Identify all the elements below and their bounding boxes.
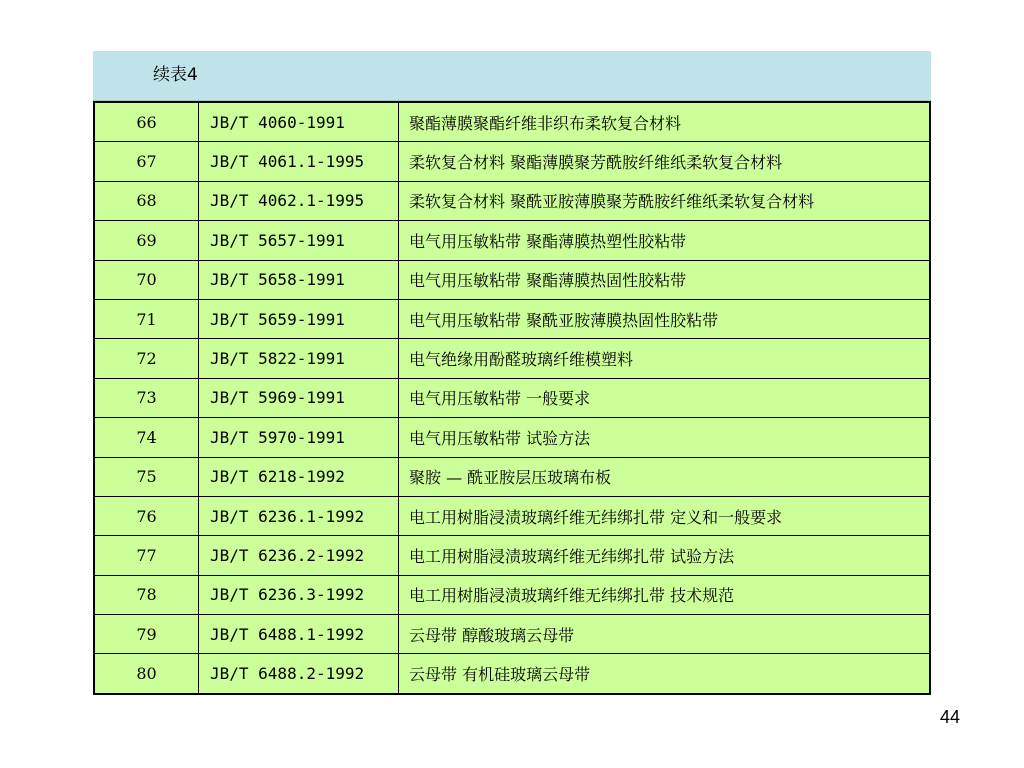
table-row xyxy=(94,378,930,417)
table-row xyxy=(94,299,930,338)
table-row xyxy=(94,457,930,496)
row-number: 69 xyxy=(94,221,199,260)
row-number: 77 xyxy=(94,536,199,575)
row-number: 70 xyxy=(94,260,199,299)
row-number: 67 xyxy=(94,142,199,181)
row-number: 72 xyxy=(94,339,199,378)
standard-title: 电气用压敏粘带 一般要求 xyxy=(399,378,931,417)
row-number: 66 xyxy=(94,102,199,142)
table-row xyxy=(94,142,930,181)
row-number: 79 xyxy=(94,615,199,654)
standard-title: 电工用树脂浸渍玻璃纤维无纬绑扎带 技术规范 xyxy=(399,575,931,614)
standard-code: JB/T 4062.1-1995 xyxy=(199,181,399,220)
standard-code: JB/T 6236.1-1992 xyxy=(199,496,399,535)
standard-code: JB/T 6236.3-1992 xyxy=(199,575,399,614)
standard-title: 电气用压敏粘带 聚酯薄膜热塑性胶粘带 xyxy=(399,221,931,260)
standard-code: JB/T 5658-1991 xyxy=(199,260,399,299)
standard-code: JB/T 4061.1-1995 xyxy=(199,142,399,181)
standard-code: JB/T 6218-1992 xyxy=(199,457,399,496)
standard-title: 电工用树脂浸渍玻璃纤维无纬绑扎带 定义和一般要求 xyxy=(399,496,931,535)
standard-title: 云母带 有机硅玻璃云母带 xyxy=(399,654,931,694)
row-number: 71 xyxy=(94,299,199,338)
row-number: 75 xyxy=(94,457,199,496)
table-row xyxy=(94,260,930,299)
standard-title: 电气绝缘用酚醛玻璃纤维模塑料 xyxy=(399,339,931,378)
row-number: 68 xyxy=(94,181,199,220)
table-caption-band xyxy=(93,51,931,102)
standard-title: 柔软复合材料 聚酯薄膜聚芳酰胺纤维纸柔软复合材料 xyxy=(399,142,931,181)
standard-title: 柔软复合材料 聚酰亚胺薄膜聚芳酰胺纤维纸柔软复合材料 xyxy=(399,181,931,220)
table-row xyxy=(94,339,930,378)
table-row xyxy=(94,181,930,220)
row-number: 80 xyxy=(94,654,199,694)
standard-title: 电气用压敏粘带 聚酯薄膜热固性胶粘带 xyxy=(399,260,931,299)
table-row xyxy=(94,221,930,260)
standard-code: JB/T 5659-1991 xyxy=(199,299,399,338)
standard-code: JB/T 5969-1991 xyxy=(199,378,399,417)
table-row xyxy=(94,496,930,535)
standard-title: 电气用压敏粘带 聚酰亚胺薄膜热固性胶粘带 xyxy=(399,299,931,338)
standard-title: 电气用压敏粘带 试验方法 xyxy=(399,418,931,457)
standards-table xyxy=(93,101,931,695)
standard-title: 聚酯薄膜聚酯纤维非织布柔软复合材料 xyxy=(399,102,931,142)
table-row xyxy=(94,654,930,694)
table-caption: 续表4 xyxy=(153,65,198,85)
standard-code: JB/T 5970-1991 xyxy=(199,418,399,457)
row-number: 74 xyxy=(94,418,199,457)
table-row xyxy=(94,102,930,142)
standard-code: JB/T 5822-1991 xyxy=(199,339,399,378)
standard-code: JB/T 4060-1991 xyxy=(199,102,399,142)
standard-title: 聚胺 — 酰亚胺层压玻璃布板 xyxy=(399,457,931,496)
row-number: 76 xyxy=(94,496,199,535)
table-row xyxy=(94,536,930,575)
table-row xyxy=(94,575,930,614)
table-row xyxy=(94,615,930,654)
standard-title: 电工用树脂浸渍玻璃纤维无纬绑扎带 试验方法 xyxy=(399,536,931,575)
standard-code: JB/T 5657-1991 xyxy=(199,221,399,260)
row-number: 78 xyxy=(94,575,199,614)
standard-title: 云母带 醇酸玻璃云母带 xyxy=(399,615,931,654)
standard-code: JB/T 6236.2-1992 xyxy=(199,536,399,575)
row-number: 73 xyxy=(94,378,199,417)
standard-code: JB/T 6488.2-1992 xyxy=(199,654,399,694)
table-row xyxy=(94,418,930,457)
page-number: 44 xyxy=(939,707,960,727)
standard-code: JB/T 6488.1-1992 xyxy=(199,615,399,654)
